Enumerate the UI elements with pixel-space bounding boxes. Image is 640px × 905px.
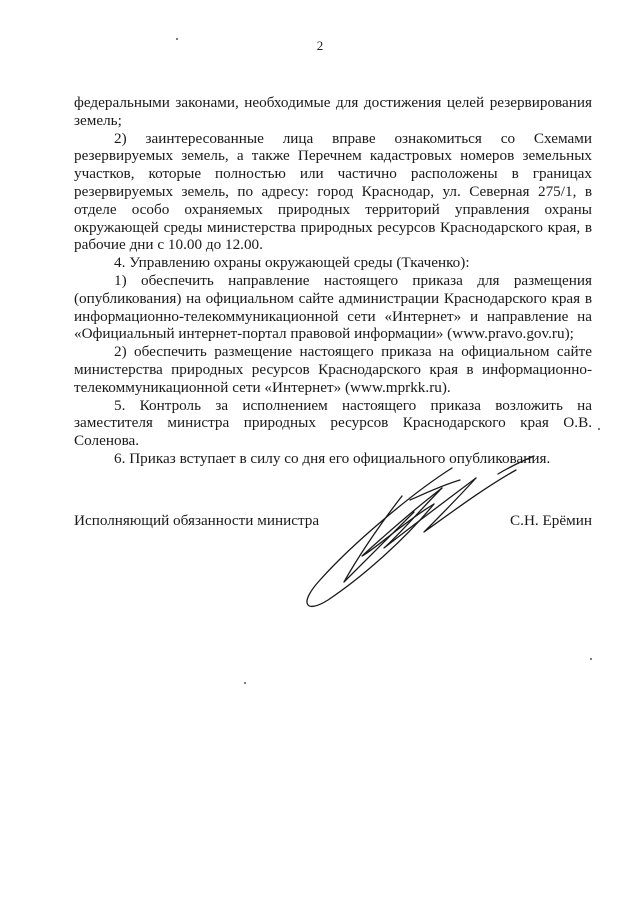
paragraph-familiarization: 2) заинтересованные лица вправе ознакомиться со Схемами резервируемых земель, а также Перечнем кадастровых номеров земельных участков, которые полностью или частично расположены в границах резервируемых земель, по адресу: город Краснодар, ул. Северная 275/1, в отделе особо охраняемых природных территорий управления охраны окружающей среды министерства природных ресурсов Краснодарского края, в рабочие дни с 10.00 до 12.00. — [74, 129, 592, 254]
paragraph-item-4-2: 2) обеспечить размещение настоящего приказа на официальном сайте министерства природных ресурсов Краснодарского края в информационно-телекоммуникационной сети «Интернет» (www.mprkk.ru). — [74, 343, 592, 396]
paragraph-reservation-purpose: федеральными законами, необходимые для достижения целей резервирования земель; — [74, 94, 592, 129]
signatory-title: Исполняющий обязанности министра — [74, 512, 320, 529]
document-body — [74, 94, 592, 468]
scan-speck — [598, 428, 600, 430]
scan-speck — [244, 682, 246, 684]
paragraph-item-4: 4. Управлению охраны окружающей среды (Ткаченко): — [114, 254, 470, 272]
scan-speck — [590, 658, 592, 660]
scan-speck — [176, 38, 178, 40]
page-number: 2 — [316, 38, 324, 53]
signatory-name: С.Н. Ерёмин — [510, 512, 592, 529]
paragraph-item-6: 6. Приказ вступает в силу со дня его официального опубликования. — [114, 449, 551, 467]
paragraph-item-5: 5. Контроль за исполнением настоящего приказа возложить на заместителя министра природных ресурсов Краснодарского края О.В. Соленова. — [74, 396, 592, 450]
handwritten-signature — [284, 452, 544, 632]
paragraph-item-4-1: 1) обеспечить направление настоящего приказа для размещения (опубликования) на официальном сайте администрации Краснодарского края в информационно-телекоммуникационной сети «Интернет» и направление на «Официальный интернет-портал правовой информации» (www.pravo.gov.ru); — [74, 271, 592, 343]
